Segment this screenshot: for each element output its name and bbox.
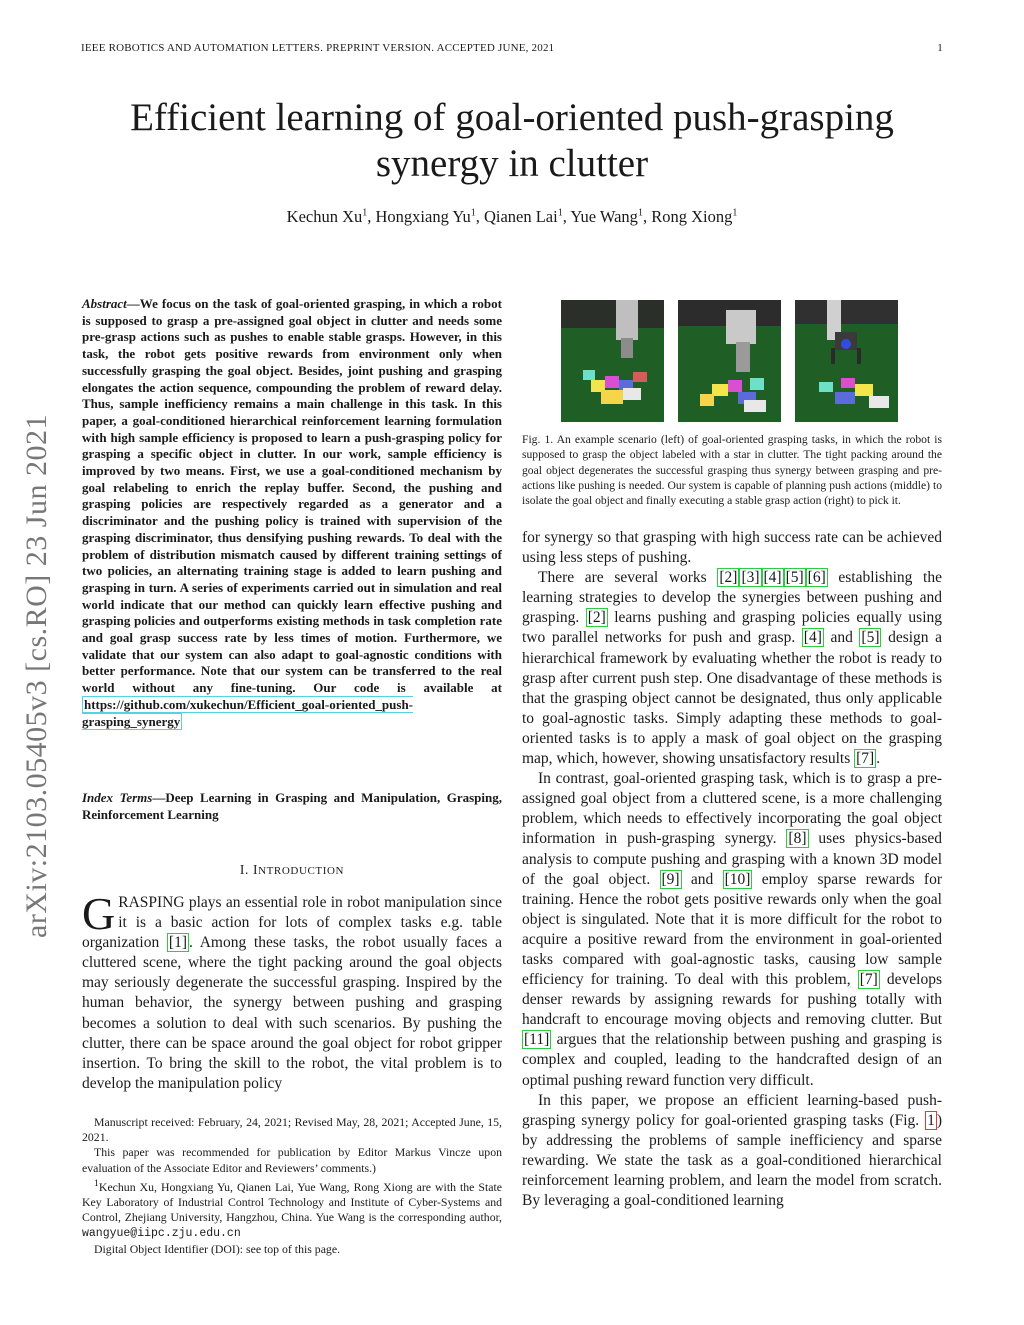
author-name: Hongxiang Yu [375, 207, 471, 226]
page-number: 1 [937, 42, 943, 54]
section-title-rest: NTRODUCTION [258, 865, 345, 877]
photo-left-cluttered-scene [561, 300, 664, 422]
text-run: and [823, 629, 860, 647]
paragraph: for synergy so that grasping with high success rate can be achieved using less steps of pushing. [522, 529, 942, 567]
running-header [81, 42, 943, 54]
author-list: Kechun Xu$^1$, Hongxiang Yu$^1$, Qianen Lai$^1$, Yue Wang$^1$, Rong Xiong$^1$ [286, 207, 738, 226]
text-run: establishing the learning strategies to develop the synergies between pushing and grasping. [522, 569, 942, 627]
arxiv-identifier: arXiv:2103.05405v3 [cs.RO] 23 Jun 2021 [20, 414, 53, 938]
figure-1 [561, 300, 899, 422]
citation-link[interactable]: [5] [785, 569, 804, 587]
figure-reference-link[interactable]: 1 [927, 1111, 935, 1129]
paragraph [522, 769, 942, 1091]
citation-link[interactable]: [10] [724, 870, 751, 888]
citation-link[interactable]: [8] [788, 830, 807, 848]
citation-link[interactable]: [2] [587, 609, 606, 627]
abstract-label: Abstract [82, 296, 127, 311]
text-run: In contrast, goal-oriented grasping task, which is to grasp a pre-assigned goal object from a cluttered scene, is a more challenging problem, which needs to effectively incorporating the goal object information in push-grasping synergy. [522, 770, 942, 848]
author-name: Rong Xiong [651, 207, 733, 226]
index-terms-label: Index Terms [82, 790, 153, 805]
paragraph [522, 1091, 942, 1212]
author-affiliation: 1 [362, 207, 368, 219]
figure-1-caption: Fig. 1. An example scenario (left) of goal-oriented grasping tasks, in which the robot is supposed to grasp the object labeled with a star in clutter. The tight packing around the goal object degenerates the successful grasping thus synergy between grasping and pre-actions like pushing is needed. Our system is capable of planning push actions (middle) to isolate the goal object and finally executing a stable grasp action (right) to pick it. [522, 433, 942, 508]
photo-right-grasp-action [795, 300, 898, 422]
text-run: develops denser rewards by assigning rewards for pushing totally with handcraft to encourage moving objects and removing clutter. But [522, 971, 942, 1029]
author-name: Yue Wang [570, 207, 638, 226]
photo-middle-push-action [678, 300, 781, 422]
text-run: learns pushing and grasping policies equally using two parallel networks for push and grasp. [522, 609, 942, 647]
paper-title [60, 95, 964, 187]
author-affiliation: 1 [637, 207, 643, 219]
text-run: employ sparse rewards for training. Hence the robot gets positive rewards only when the goal object is singulated. Note that it is more difficult for the robot to acquire a positive reward from the environment in goal-oriented tasks compared with goal-agnostic tasks, causing low sample efficiency for training. To deal with this problem, [522, 870, 943, 989]
citation-link[interactable]: [1] [168, 934, 187, 952]
footnote-affiliation-text: Kechun Xu, Hongxiang Yu, Qianen Lai, Yue Wang, Rong Xiong are with the State Key Laboratory of Industrial Control Technology and Institute of Cyber-Systems and Control, Zhejiang University, Hangzhou, China. Yue Wang is the corresponding author, [82, 1179, 502, 1225]
section-title-first: I [252, 862, 259, 877]
footnote-affiliation-mark: 1 [94, 1177, 99, 1189]
drop-cap: G [82, 888, 116, 939]
section-numeral: I. [239, 862, 249, 877]
citation-link[interactable]: [2] [719, 569, 738, 587]
footnote-received: Manuscript received: February, 24, 2021; Revised May, 28, 2021; Accepted June, 15, 2021. [82, 1115, 502, 1145]
index-terms [82, 790, 502, 823]
citation-link[interactable]: [7] [859, 971, 878, 989]
text-run: In this paper, we propose an efficient learning-based push-grasping synergy policy for goal-oriented grasping tasks (Fig. [522, 1091, 942, 1129]
intro-lead: RASPING plays an essential role in robot manipulation since it is a basic action for lots of complex tasks e.g. table organization [82, 894, 502, 952]
citation-link[interactable]: [9] [661, 870, 680, 888]
abstract-text: —We focus on the task of goal-oriented grasping, in which a robot is supposed to grasp a pre-assigned goal object in clutter and needs some pre-grasp actions such as pushes to enable stable grasps. However, in this task, the robot gets positive rewards from environment only when successfully grasping the goal object. Besides, joint pushing and grasping elongates the action sequence, compounding the problem of reward delay. Thus, sample inefficiency remains a main challenge in this task. In this paper, a goal-conditioned hierarchical reinforcement learning formulation with high sample efficiency is proposed to learn a push-grasping policy for grasping a specific object in clutter. In our work, sample efficiency is improved by two means. First, we use a goal-conditioned mechanism by goal relabeling to enrich the replay buffer. Second, the pushing and grasping policies are respectively regarded as a generator and a discriminator and the pushing policy is trained with supervision of the grasping discriminator, thus densifying pushing rewards. To deal with the problem of distribution mismatch caused by different training settings of two policies, an alternating training stage is added to learn pushing and grasping in turn. A series of experiments carried out in simulation and real world indicate that our method can quickly learn effective pushing and grasping policies and outperforms existing methods in task completion rate and goal grasp success rate by less times of motion. Furthermore, we validate that our system can also adapt to goal-agnostic conditions with better performance. Note that our system can be transferred to the real world without any fine-tuning. Our code is available at [82, 296, 502, 696]
intro-text: . Among these tasks, the robot usually faces a cluttered scene, where the tight packing around the goal objects may seriously degenerate the successful grasping. Inspired by the human behavior, the synergy between pushing and grasping becomes a solution to deal with such scenarios. By pushing the clutter, there can be space around the goal object for robot gripper insertion. To bring the skill to the robot, the vital problem is to develop the manipulation policy [82, 934, 502, 1092]
paragraph [522, 568, 942, 769]
author-name: Qianen Lai [483, 207, 558, 226]
footnote-affiliation [82, 1176, 502, 1242]
text-run: uses physics-based analysis to compute pushing and grasping with a known 3D model of the goal object. [522, 830, 942, 888]
code-repository-link[interactable]: https://github.com/xukechun/Efficient_goal-oriented_push-grasping_synergy [82, 696, 414, 729]
citation-link[interactable]: [7] [856, 750, 875, 768]
abstract [82, 296, 502, 730]
author-name: Kechun Xu [286, 207, 363, 226]
footnotes [82, 1115, 502, 1257]
introduction-body [82, 888, 502, 1094]
text-run: There are several works [538, 569, 718, 587]
section-heading-introduction [82, 862, 502, 878]
footnote-doi: Digital Object Identifier (DOI): see top of this page. [94, 1241, 341, 1256]
author-affiliation: 1 [470, 207, 476, 219]
text-run: and [681, 870, 723, 888]
title-line-2: synergy in clutter [375, 142, 649, 185]
journal-name: IEEE ROBOTICS AND AUTOMATION LETTERS. PREPRINT VERSION. ACCEPTED JUNE, 2021 [81, 42, 555, 54]
citation-link[interactable]: [3] [741, 569, 760, 587]
text-run: . [876, 750, 881, 768]
footnote-recommended: This paper was recommended for publication by Editor Markus Vincze upon evaluation of the Associate Editor and Reviewers’ comments.) [82, 1145, 502, 1175]
author-affiliation: 1 [557, 207, 563, 219]
corresponding-email: wangyue@iipc.zju.edu.cn [82, 1227, 241, 1241]
index-terms-text: —Deep Learning in Grasping and Manipulation, Grasping, Reinforcement Learning [82, 790, 503, 822]
right-column-body [522, 528, 942, 1211]
citation-link[interactable]: [11] [524, 1031, 550, 1049]
text-run: argues that the relationship between pushing and grasping is complex and coupled, leading to the handcrafted design of an optimal pushing reward function very difficult. [522, 1031, 942, 1089]
author-affiliation: 1 [732, 207, 738, 219]
citation-link[interactable]: [4] [763, 569, 782, 587]
text-run: ) by addressing the problems of sample inefficiency and sparse rewarding. We state the task as a goal-conditioned hierarchical reinforcement learning problem, and learn the model from scratch. By leveraging a goal-conditioned learning [522, 1111, 942, 1210]
text-run: design a hierarchical framework by evaluating whether the robot is ready to grasp after current push step. One disadvantage of these methods is that the grasping object cannot be designated, thus only applicable to goal-agnostic tasks. Simply adapting these methods to goal-oriented tasks is to apply a mask of goal object on the grasping map, which, however, showing unsatisfactory results [522, 629, 942, 768]
citation-link[interactable]: [4] [803, 629, 822, 647]
citation-link[interactable]: [5] [861, 629, 880, 647]
title-line-1: Efficient learning of goal-oriented push-grasping [130, 96, 894, 139]
citation-link[interactable]: [6] [807, 569, 826, 587]
